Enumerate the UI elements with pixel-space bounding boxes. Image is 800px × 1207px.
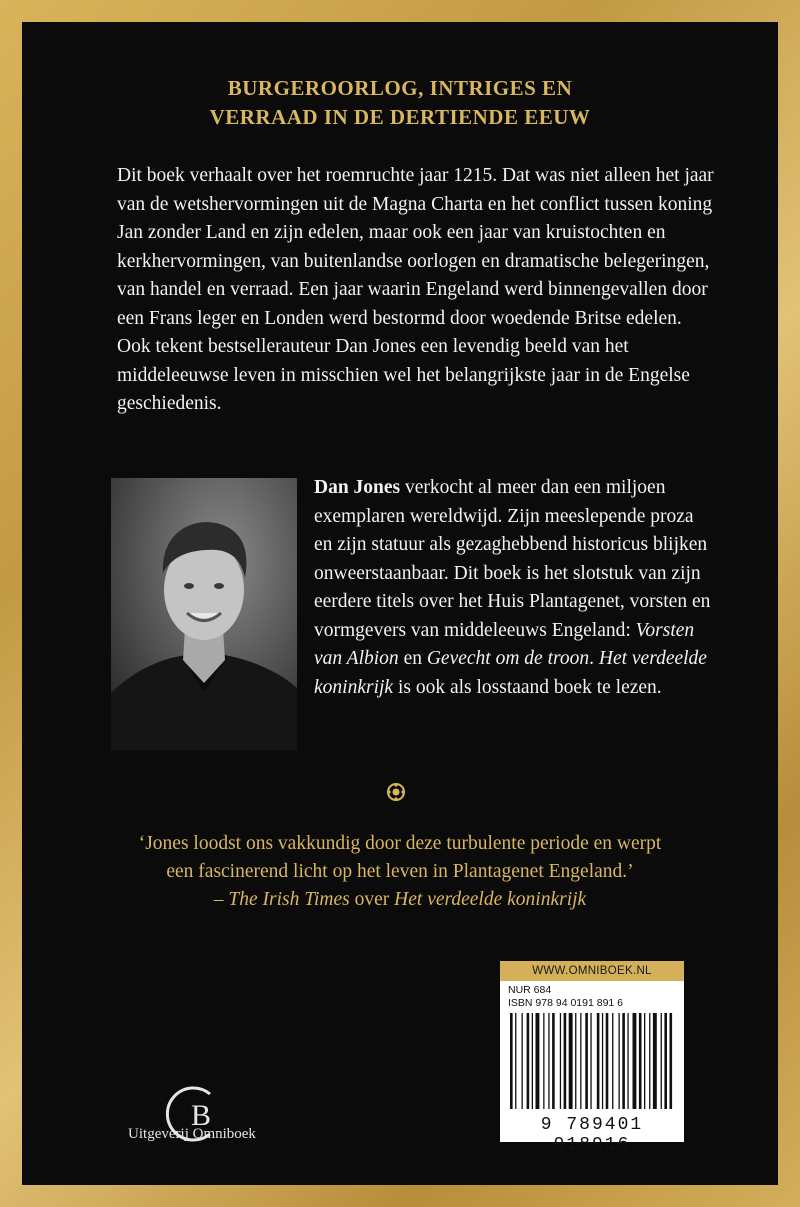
intro-paragraph: Dit boek verhaalt over het roemruchte jaar 1215. Dat was niet alleen het jaar van de wetshervormingen uit de Magna Charta en het conflict tussen koning Jan zonder Land en zijn edelen, maar ook een jaar van kruistochten en kerkhervormingen, van buitenlandse oorlogen en dramatische belegeringen, van handel en verraad. Een jaar waarin Engeland werd binnengevallen door een Frans leger en Londen werd bestormd door woedende Britse edelen. Ook tekent bestsellerauteur Dan Jones een levendig beeld van het middeleeuwse leven in misschien wel het belangrijkste jaar in de Engelse geschiedenis. (117, 165, 714, 414)
publisher-logo-icon (117, 1082, 267, 1162)
quote-attribution (22, 886, 778, 914)
quote-over: over (349, 889, 395, 910)
quote-source: The Irish Times (228, 889, 350, 910)
headline-line-2: VERRAAD IN DE DERTIENDE EEUW (209, 105, 591, 129)
bio-text-1: verkocht al meer dan een miljoen exemplaren wereldwijd. Zijn meeslepende proza en zijn statuur als gezaghebbend historicus blijken onweerstaanbaar. Dit boek is het slotstuk van zijn eerdere titels over het Huis Plantagenet, vorsten en vormgevers van middeleeuws Engeland: (314, 477, 711, 641)
headline-line-1: BURGEROORLOG, INTRIGES EN (227, 76, 573, 100)
rose-ornament-icon (386, 782, 406, 802)
barcode-icon (508, 1013, 676, 1125)
back-cover-panel (22, 22, 778, 1185)
nur-code: NUR 684 (508, 984, 552, 996)
bio-title-2: Gevecht om de troon (426, 648, 590, 669)
bio-and: en (398, 648, 427, 669)
publisher-url: WWW.OMNIBOEK.NL (500, 961, 684, 981)
quote-book: Het verdeelde koninkrijk (394, 889, 587, 910)
headline (22, 74, 778, 132)
publisher-name: Uitgeverij Omniboek (128, 1126, 256, 1142)
author-name: Dan Jones (314, 477, 401, 498)
barcode-box (500, 961, 684, 1155)
intro-text (117, 162, 717, 419)
author-bio (314, 474, 714, 702)
review-quote (22, 830, 778, 914)
bio-title-3: Het verdeelde koninkrijk (314, 648, 707, 698)
quote-line-2: een fascinerend licht op het leven in Plantagenet Engeland.’ (166, 861, 634, 882)
publisher-logo-letter: B (190, 1099, 212, 1132)
barcode-meta (500, 981, 684, 1010)
author-portrait-illustration (111, 478, 297, 750)
bio-text-2: is ook als losstaand boek te lezen. (393, 676, 662, 698)
barcode-number: 9 789401 918916 (540, 1115, 644, 1155)
quote-line-1: ‘Jones loodst ons vakkundig door deze turbulente periode en werpt (138, 833, 662, 854)
isbn-code: ISBN 978 94 0191 891 6 (508, 997, 624, 1009)
bio-dot: . (589, 648, 599, 669)
bio-title-1: Vorsten van Albion (314, 619, 695, 669)
quote-dash: – (213, 889, 229, 910)
author-photo (111, 478, 297, 750)
